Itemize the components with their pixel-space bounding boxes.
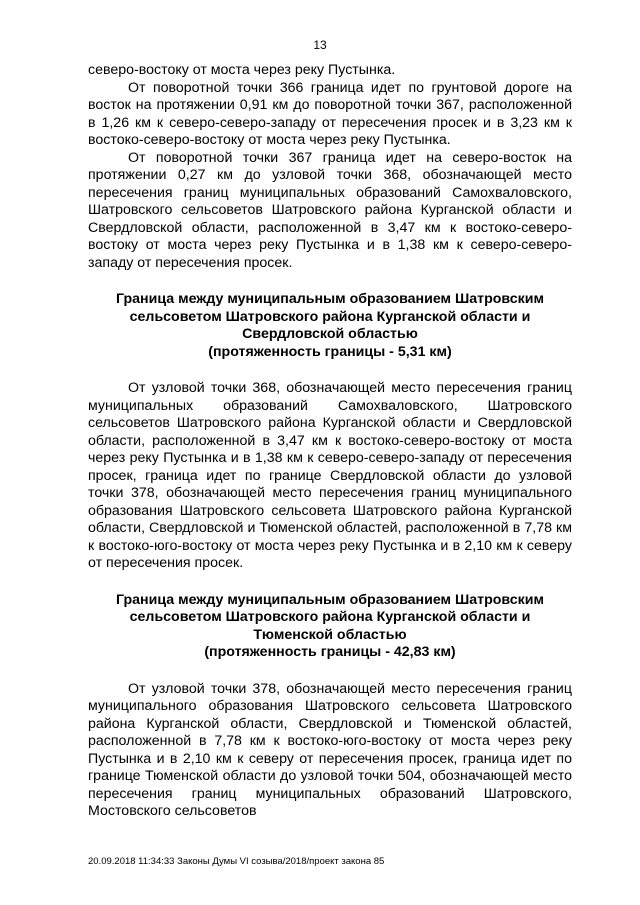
section-length: (протяженность границы - 5,31 км)	[208, 343, 452, 360]
section-heading-tyumen	[88, 592, 572, 662]
paragraph-point-367: От поворотной точки 367 граница идет на северо-восток на протяжении 0,27 км до узловой точки 368, обозначающей место пересечения границ муниципальных образований Самохваловского, Шатровского сельсоветов Шатровского района Курганской области и Свердловской области, расположенной в 3,47 км к востоко-северо-востоку от моста через реку Пустынка и в 1,38 км к северо-северо-западу от пересечения просек.	[88, 149, 572, 271]
paragraph-point-366: От поворотной точки 366 граница идет по грунтовой дороге на восток на протяжении 0,91 км до поворотной точки 367, расположенной в 1,26 км к северо-северо-западу от пересечения просек и в 3,23 км к востоко-северо-востоку от моста через реку Пустынка.	[88, 79, 572, 148]
footer-stamp: 20.09.2018 11:34:33 Законы Думы VI созыва/2018/проект закона 85	[88, 856, 385, 867]
paragraph-continuation: северо-востоку от моста через реку Пустынка.	[88, 62, 396, 78]
paragraph-point-378: От узловой точки 378, обозначающей место пересечения границ муниципального образования Шатровского сельсовета Шатровского района Курганской области, Свердловской и Тюменской областей, расположенной в 7,78 км к востоко-юго-востоку от моста через реку Пустынка и в 2,10 км к северу от пересечения просек, граница идет по границе Тюменской области до узловой точки 504, обозначающей место пересечения границ муниципальных образований Шатровского, Мостовского сельсоветов	[88, 680, 572, 819]
section-title: Граница между муниципальным образованием Шатровским сельсоветом Шатровского района Курганской области и Тюменской областью	[116, 591, 544, 643]
section-heading-sverdlovsk	[88, 291, 572, 361]
paragraph-point-368: От узловой точки 368, обозначающей место пересечения границ муниципальных образований Самохваловского, Шатровского сельсоветов Шатровского района Курганской области и Свердловской области, расположенной в 3,47 км к востоко-северо-востоку от моста через реку Пустынка и в 1,38 км к северо-северо-западу от пересечения просек, граница идет по границе Свердловской области до узловой точки 378, обозначающей место пересечения границ муниципального образования Шатровского сельсовета Шатровского района Курганской области, Свердловской и Тюменской областей, расположенной в 7,78 км к востоко-юго-востоку от моста через реку Пустынка и в 2,10 км к северу от пересечения просек.	[88, 380, 572, 571]
document-body	[88, 62, 572, 821]
page-number: 13	[313, 38, 327, 52]
section-length: (протяженность границы - 42,83 км)	[204, 644, 456, 660]
section-title: Граница между муниципальным образованием Шатровским сельсоветом Шатровского района Курганской области и Свердловской областью	[116, 291, 544, 342]
